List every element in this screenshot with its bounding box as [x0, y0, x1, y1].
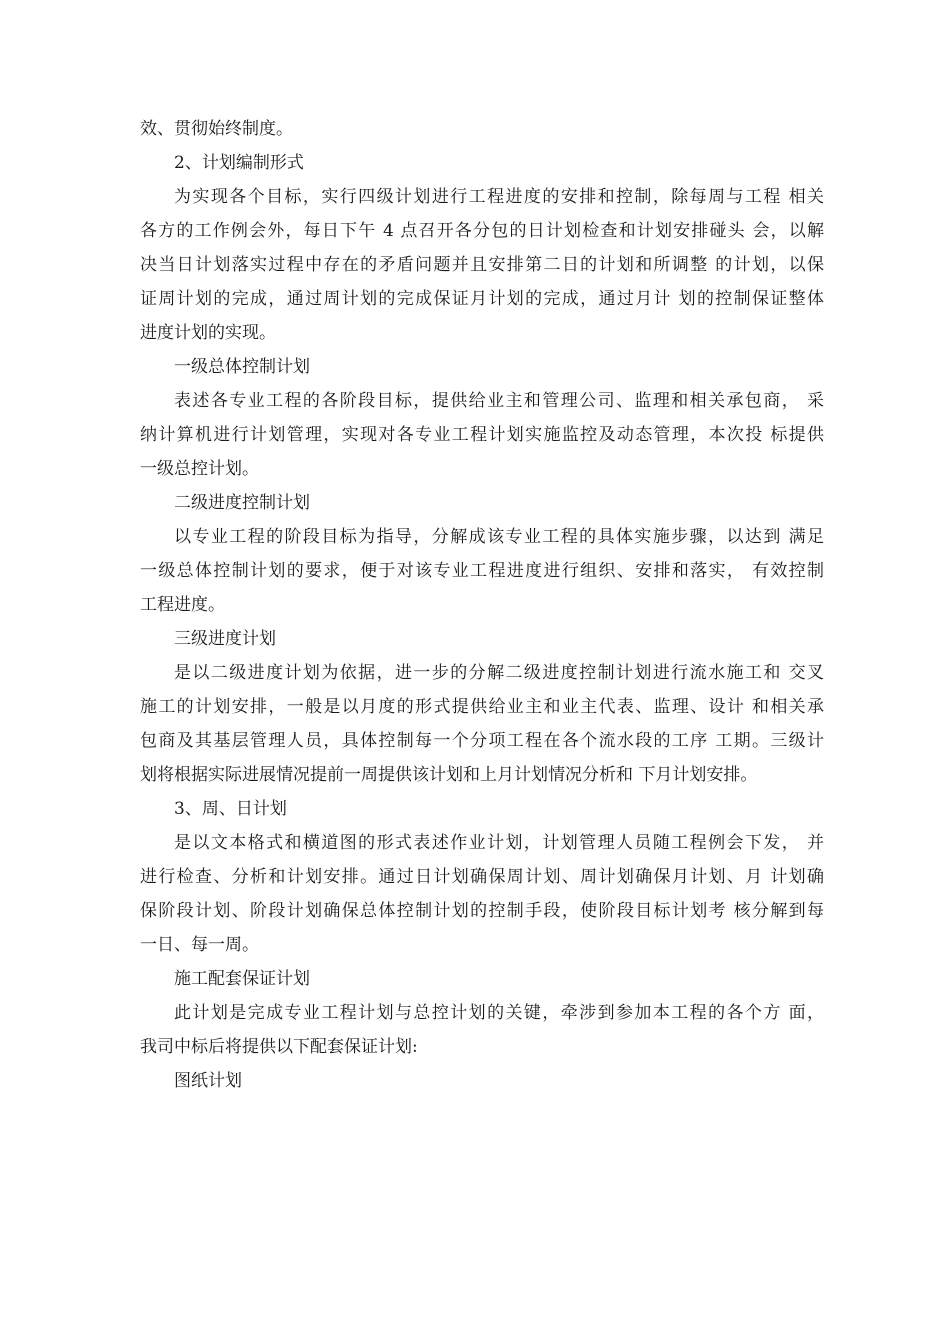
text-line: 表述各专业工程的各阶段目标，提供给业主和管理公司、监理和相关承包商， 采	[174, 391, 824, 411]
text-line: 是以二级进度计划为依据，进一步的分解二级进度控制计划进行流水施工和 交叉	[174, 663, 824, 683]
text-line: 进行检查、分析和计划安排。通过日计划确保周计划、周计划确保月计划、月 计划确	[140, 867, 824, 887]
para-level3	[140, 656, 824, 792]
text-line: 是以文本格式和横道图的形式表述作业计划，计划管理人员随工程例会下发， 并	[174, 833, 824, 853]
text-line: 一级总控计划。	[140, 459, 259, 479]
text-line: 保阶段计划、阶段计划确保总体控制计划的控制手段，使阶段目标计划考 核分解到每	[140, 901, 824, 921]
para-0	[140, 112, 824, 146]
para-support-plan	[140, 996, 824, 1064]
text-line: 我司中标后将提供以下配套保证计划:	[140, 1037, 418, 1057]
text-line: 此计划是完成专业工程计划与总控计划的关键，牵涉到参加本工程的各个方 面，	[174, 1003, 824, 1023]
text-line: 以专业工程的阶段目标为指导，分解成该专业工程的具体实施步骤，以达到 满足	[174, 527, 824, 547]
para-plan-format	[140, 180, 824, 350]
text-line: 各方的工作例会外，每日下午 4 点召开各分包的日计划检查和计划安排碰头 会，以解	[140, 221, 824, 241]
section-heading-level3: 三级进度计划	[174, 629, 276, 649]
section-heading-plan-format: 2、计划编制形式	[174, 153, 304, 173]
text-line: 证周计划的完成，通过周计划的完成保证月计划的完成，通过月计 划的控制保证整体	[140, 289, 824, 309]
para-level1	[140, 384, 824, 486]
text-line: 工程进度。	[140, 595, 225, 615]
section-heading-drawing-plan: 图纸计划	[174, 1071, 242, 1091]
text-line: 进度计划的实现。	[140, 323, 276, 343]
section-heading-support-plan: 施工配套保证计划	[174, 969, 310, 989]
para-level2	[140, 520, 824, 622]
document-page	[140, 112, 824, 1098]
text-line: 效、贯彻始终制度。	[140, 119, 293, 139]
section-heading-level2: 二级进度控制计划	[174, 493, 310, 513]
text-line: 包商及其基层管理人员，具体控制每一个分项工程在各个流水段的工序 工期。三级计	[140, 731, 824, 751]
text-line: 划将根据实际进展情况提前一周提供该计划和上月计划情况分析和 下月计划安排。	[140, 765, 758, 785]
text-line: 一级总体控制计划的要求，便于对该专业工程进度进行组织、安排和落实， 有效控制	[140, 561, 824, 581]
section-heading-level1: 一级总体控制计划	[174, 357, 310, 377]
text-line: 施工的计划安排，一般是以月度的形式提供给业主和业主代表、监理、设计 和相关承	[140, 697, 824, 717]
text-line: 纳计算机进行计划管理，实现对各专业工程计划实施监控及动态管理，本次投 标提供	[140, 425, 824, 445]
text-line: 一日、每一周。	[140, 935, 259, 955]
text-line: 为实现各个目标，实行四级计划进行工程进度的安排和控制，除每周与工程 相关	[174, 187, 824, 207]
section-heading-weekly-daily: 3、周、日计划	[174, 799, 287, 819]
text-line: 决当日计划落实过程中存在的矛盾问题并且安排第二日的计划和所调整 的计划，以保	[140, 255, 824, 275]
para-weekly-daily	[140, 826, 824, 962]
